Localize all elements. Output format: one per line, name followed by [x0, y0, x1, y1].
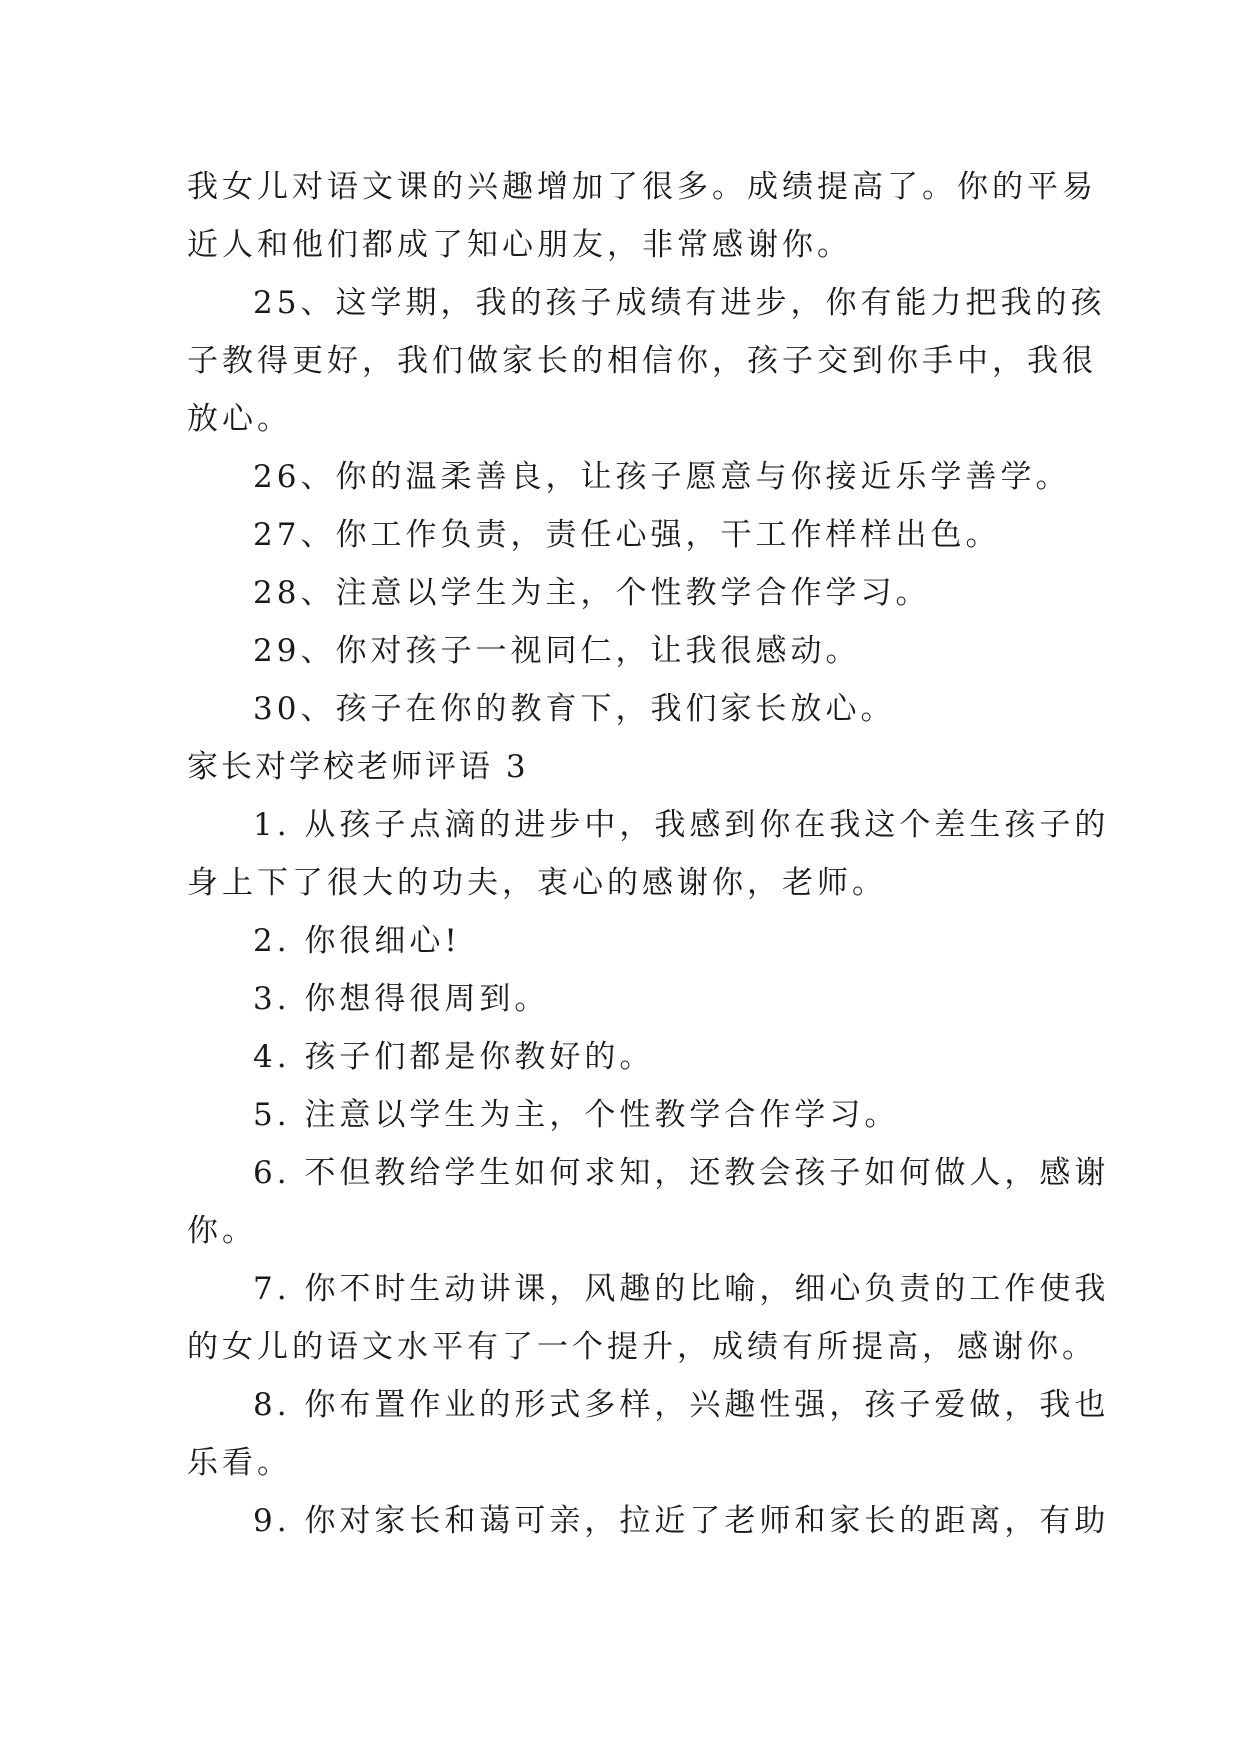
text-line: 你。 [187, 1213, 257, 1249]
text-line: 30、孩子在你的教育下，我们家长放心。 [253, 691, 896, 727]
text-line: 25、这学期，我的孩子成绩有进步，你有能力把我的孩 [253, 285, 1106, 321]
text-line: 近人和他们都成了知心朋友，非常感谢你。 [187, 227, 852, 263]
document-body [187, 158, 1110, 1550]
text-line: 放心。 [187, 401, 292, 437]
text-line: 5. 注意以学生为主，个性教学合作学习。 [253, 1097, 900, 1133]
text-line: 1. 从孩子点滴的进步中，我感到你在我这个差生孩子的 [253, 807, 1110, 843]
text-line: 9. 你对家长和蔼可亲，拉近了老师和家长的距离，有助 [253, 1503, 1110, 1539]
text-line: 身上下了很大的功夫，衷心的感谢你，老师。 [187, 865, 887, 901]
text-line: 28、注意以学生为主，个性教学合作学习。 [253, 575, 931, 611]
text-line: 乐看。 [187, 1445, 292, 1481]
text-line: 2. 你很细心! [253, 923, 461, 959]
text-line: 27、你工作负责，责任心强，干工作样样出色。 [253, 517, 1001, 553]
text-line: 4. 孩子们都是你教好的。 [253, 1039, 655, 1075]
text-line: 我女儿对语文课的兴趣增加了很多。成绩提高了。你的平易 [187, 169, 1097, 205]
text-line: 子教得更好，我们做家长的相信你，孩子交到你手中，我很 [187, 343, 1097, 379]
text-line: 的女儿的语文水平有了一个提升，成绩有所提高，感谢你。 [187, 1329, 1097, 1365]
text-line: 7. 你不时生动讲课，风趣的比喻，细心负责的工作使我 [253, 1271, 1110, 1307]
text-line: 6. 不但教给学生如何求知，还教会孩子如何做人，感谢 [253, 1155, 1110, 1191]
text-line: 8. 你布置作业的形式多样，兴趣性强，孩子爱做，我也 [253, 1387, 1110, 1423]
text-line: 3. 你想得很周到。 [253, 981, 550, 1017]
text-line: 29、你对孩子一视同仁，让我很感动。 [253, 633, 861, 669]
section-heading: 家长对学校老师评语 3 [187, 749, 529, 785]
text-line: 26、你的温柔善良，让孩子愿意与你接近乐学善学。 [253, 459, 1071, 495]
